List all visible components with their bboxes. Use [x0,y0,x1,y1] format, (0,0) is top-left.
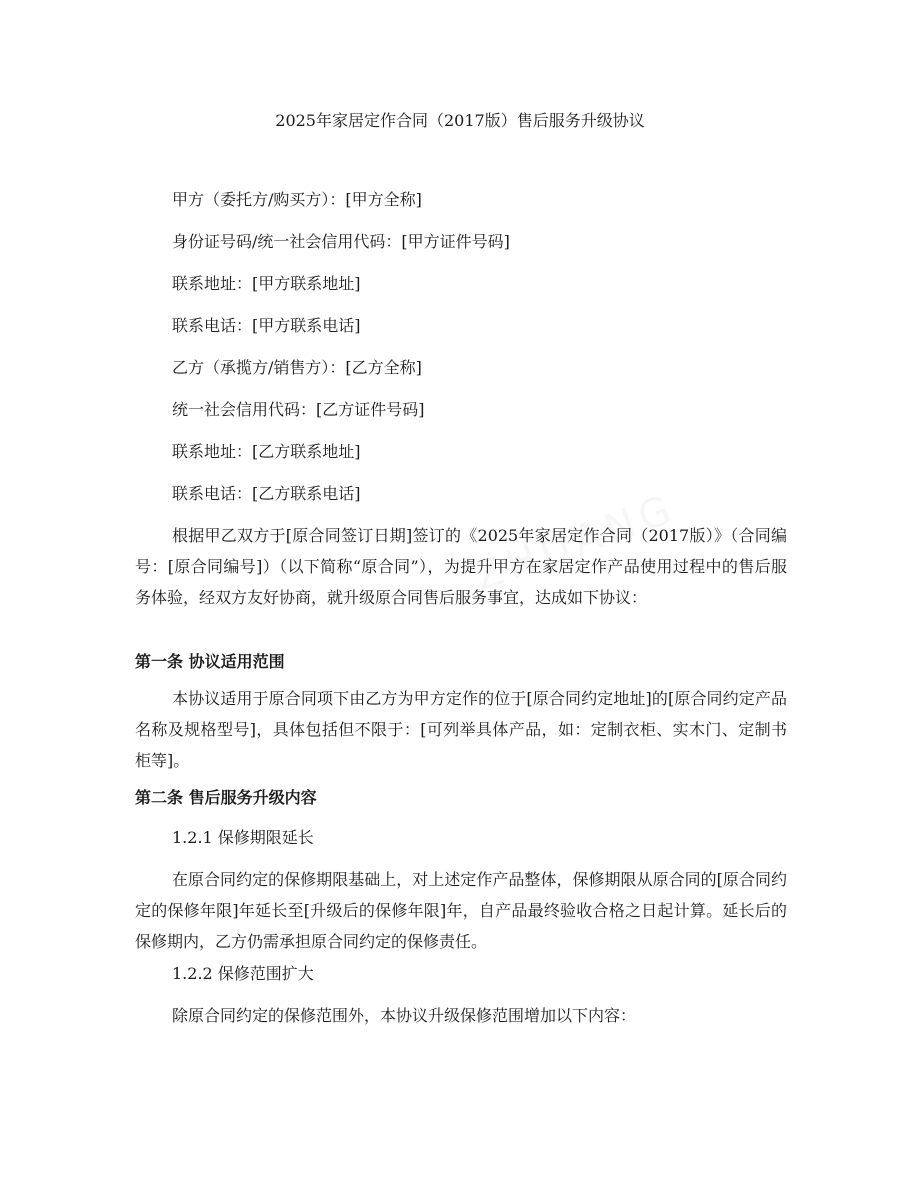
article-2-sub2-heading: 1.2.2 保修范围扩大 [172,964,314,983]
article-1-body: 本协议适用于原合同项下由乙方为甲方定作的位于[原合同约定地址]的[原合同约定产品名称及规格型号]，具体包括但不限于：[可列举具体产品，如：定制衣柜、实木门、定制书柜等]。 [135,689,787,770]
article-2-sub1-body: 在原合同约定的保修期限基础上，对上述定作产品整体，保修期限从原合同的[原合同约定的保修年限]年延长至[升级后的保修年限]年，自产品最终验收合格之日起计算。延长后的保修期内，乙方仍需承担原合同约定的保修责任。 [135,870,787,951]
party-b-address: 联系地址：[乙方联系地址] [172,442,361,461]
party-a-id: 身份证号码/统一社会信用代码：[甲方证件号码] [172,232,510,251]
party-a-phone: 联系电话：[甲方联系电话] [172,316,361,335]
party-b-id: 统一社会信用代码：[乙方证件号码] [172,400,425,419]
preamble-paragraph: 根据甲乙双方于[原合同签订日期]签订的《2025年家居定作合同（2017版）》（合同编号：[原合同编号]）（以下简称“原合同”），为提升甲方在家居定作产品使用过程中的售后服务体验，经双方友好协商，就升级原合同售后服务事宜，达成如下协议： [135,526,787,607]
article-2-heading: 第二条 售后服务升级内容 [135,788,317,807]
article-1-heading: 第一条 协议适用范围 [135,652,285,671]
document-title: 2025年家居定作合同（2017版）售后服务升级协议 [275,111,645,130]
party-b-phone: 联系电话：[乙方联系电话] [172,484,361,503]
party-a-address: 联系地址：[甲方联系地址] [172,274,361,293]
article-2-sub2-body: 除原合同约定的保修范围外，本协议升级保修范围增加以下内容： [172,1006,637,1025]
party-a-name: 甲方（委托方/购买方）：[甲方全称] [172,190,422,209]
article-2-sub1-heading: 1.2.1 保修期限延长 [172,828,314,847]
party-b-name: 乙方（承揽方/销售方）：[乙方全称] [172,358,422,377]
